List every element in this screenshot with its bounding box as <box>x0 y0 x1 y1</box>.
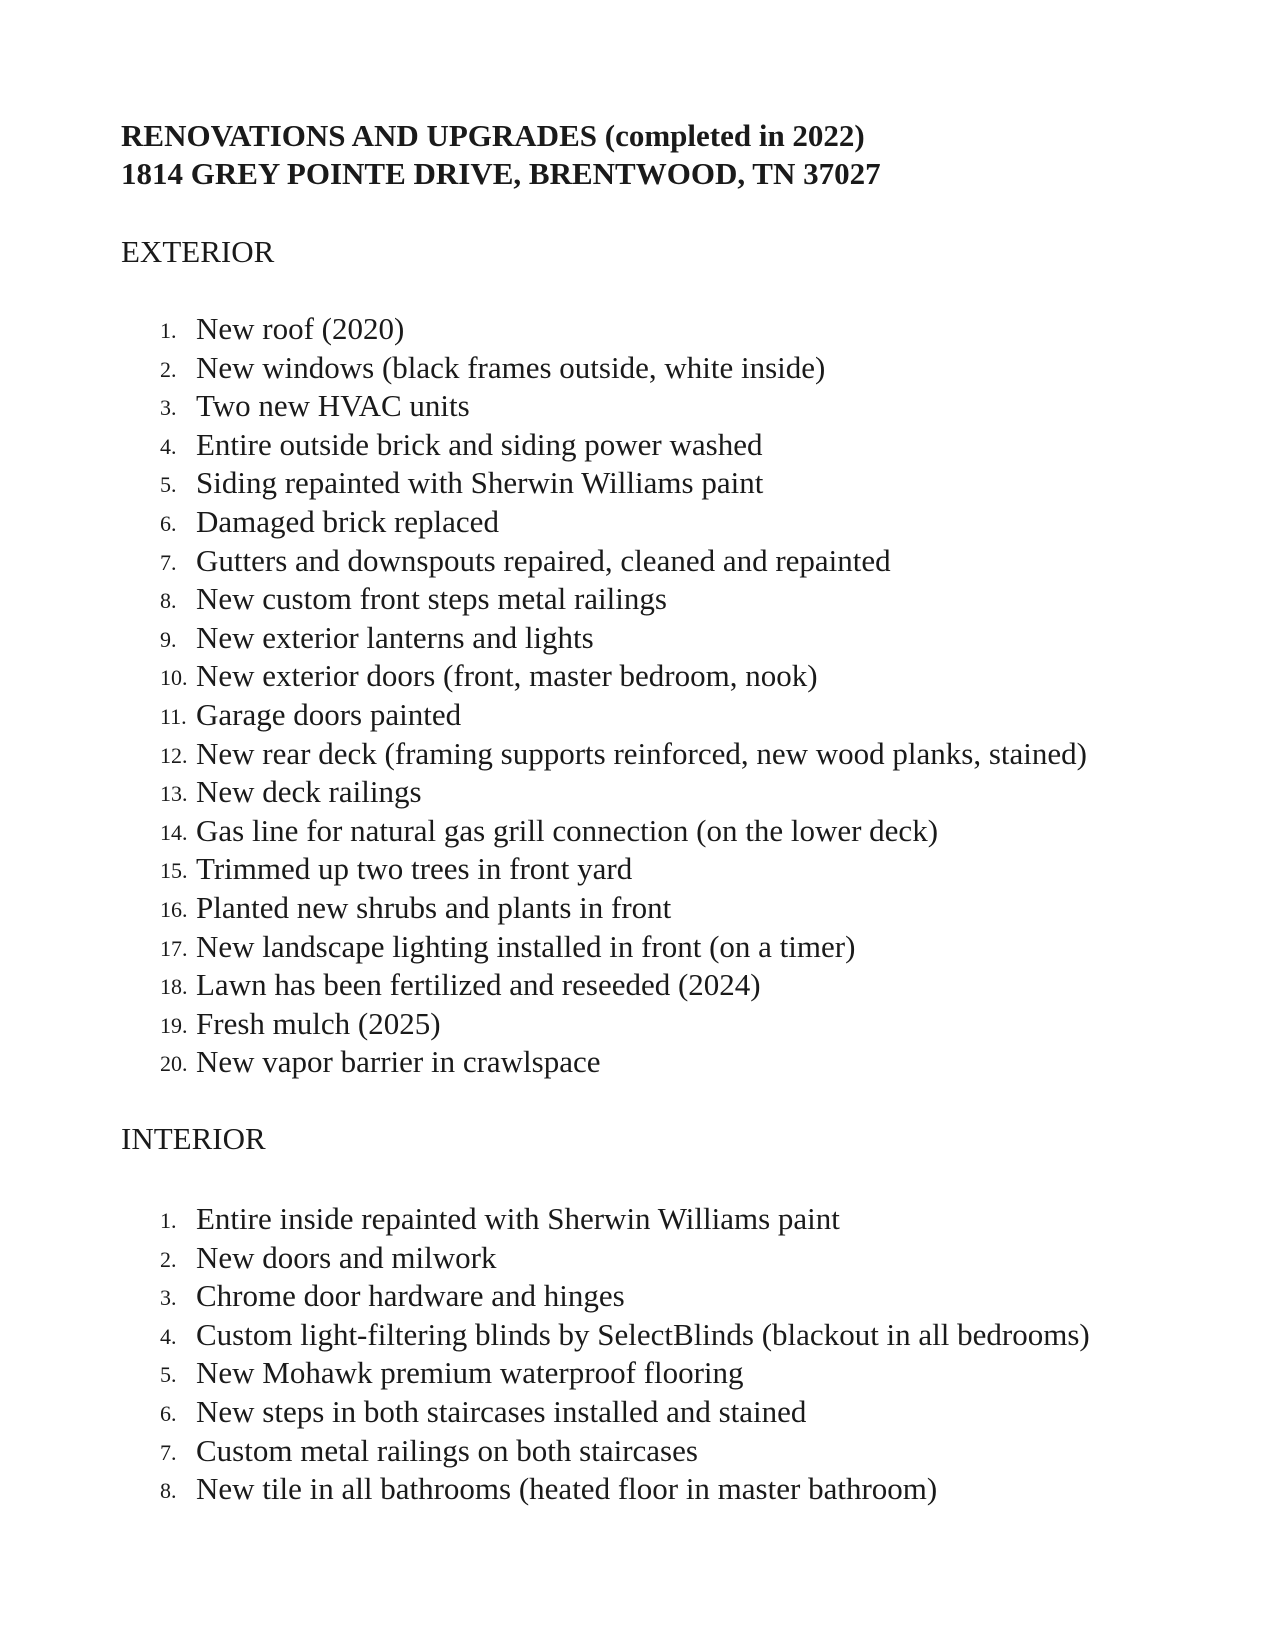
exterior-heading: EXTERIOR <box>121 234 275 269</box>
list-item-number: 6. <box>160 510 177 536</box>
list-item-number: 1. <box>160 1208 177 1233</box>
list-item <box>0 310 1284 349</box>
list-item <box>0 657 1284 696</box>
title-line-2: 1814 GREY POINTE DRIVE, BRENTWOOD, TN 37027 <box>121 156 881 191</box>
list-item-number: 4. <box>160 433 177 459</box>
list-item <box>0 812 1284 851</box>
list-item-text: New windows (black frames outside, white inside) <box>196 349 826 385</box>
list-item <box>0 619 1284 658</box>
list-item-text: Fresh mulch (2025) <box>196 1005 441 1041</box>
list-item <box>0 1393 1284 1432</box>
list-item <box>0 387 1284 426</box>
list-item-text: New exterior doors (front, master bedroom, nook) <box>196 658 818 694</box>
list-item <box>0 1354 1284 1393</box>
list-item <box>0 850 1284 889</box>
list-item-text: Siding repainted with Sherwin Williams paint <box>196 465 764 501</box>
list-item-text: New doors and milwork <box>196 1239 497 1275</box>
list-item <box>0 426 1284 465</box>
list-item-number: 11. <box>160 703 187 729</box>
list-item-text: Gas line for natural gas grill connection (on the lower deck) <box>196 812 939 848</box>
list-item-number: 15. <box>160 858 188 884</box>
list-item-text: New custom front steps metal railings <box>196 581 667 617</box>
title-line-1: RENOVATIONS AND UPGRADES (completed in 2022) <box>121 118 865 153</box>
list-item-number: 13. <box>160 781 188 807</box>
interior-heading: INTERIOR <box>121 1121 266 1156</box>
list-item-text: New landscape lighting installed in front (on a timer) <box>196 928 856 964</box>
list-item-number: 19. <box>160 1012 188 1038</box>
list-item-number: 8. <box>160 1478 177 1504</box>
list-item-text: Gutters and downspouts repaired, cleaned and repainted <box>196 542 891 578</box>
list-item-number: 7. <box>160 549 177 575</box>
list-item-number: 12. <box>160 742 188 768</box>
list-item <box>0 503 1284 542</box>
list-item-text: New exterior lanterns and lights <box>196 619 594 655</box>
list-item <box>0 1432 1284 1471</box>
document-title <box>121 117 881 193</box>
interior-list <box>0 1200 1284 1509</box>
list-item-text: New tile in all bathrooms (heated floor in master bathroom) <box>196 1471 938 1507</box>
list-item-text: Chrome door hardware and hinges <box>196 1278 625 1314</box>
list-item-number: 1. <box>160 318 177 343</box>
list-item-text: Custom metal railings on both staircases <box>196 1432 698 1468</box>
list-item-number: 2. <box>160 356 177 382</box>
list-item-number: 9. <box>160 626 177 652</box>
list-item-number: 5. <box>160 472 177 498</box>
list-item-number: 17. <box>160 935 188 961</box>
list-item-number: 4. <box>160 1323 177 1349</box>
list-item <box>0 1277 1284 1316</box>
list-item <box>0 464 1284 503</box>
list-item <box>0 542 1284 581</box>
list-item-text: Lawn has been fertilized and reseeded (2024) <box>196 967 761 1003</box>
list-item-text: New deck railings <box>196 774 422 810</box>
exterior-list <box>0 310 1284 1082</box>
list-item <box>0 1200 1284 1239</box>
list-item-number: 3. <box>160 1285 177 1311</box>
list-item-text: Damaged brick replaced <box>196 503 499 539</box>
list-item-number: 8. <box>160 588 177 614</box>
list-item-number: 3. <box>160 395 177 421</box>
list-item <box>0 735 1284 774</box>
list-item <box>0 1043 1284 1082</box>
list-item <box>0 1470 1284 1509</box>
list-item-number: 5. <box>160 1362 177 1388</box>
list-item-number: 20. <box>160 1051 188 1077</box>
list-item-text: Garage doors painted <box>196 696 462 732</box>
list-item-text: Trimmed up two trees in front yard <box>196 851 633 887</box>
list-item-number: 16. <box>160 896 188 922</box>
list-item-text: New rear deck (framing supports reinforced, new wood planks, stained) <box>196 735 1087 771</box>
list-item <box>0 889 1284 928</box>
list-item-text: New roof (2020) <box>196 311 405 346</box>
list-item-text: Entire inside repainted with Sherwin Williams paint <box>196 1201 840 1236</box>
list-item <box>0 966 1284 1005</box>
list-item-text: New steps in both staircases installed and stained <box>196 1393 807 1429</box>
list-item-number: 18. <box>160 974 188 1000</box>
list-item-number: 2. <box>160 1246 177 1272</box>
list-item-number: 14. <box>160 819 188 845</box>
list-item <box>0 928 1284 967</box>
list-item-text: Custom light-filtering blinds by SelectBlinds (blackout in all bedrooms) <box>196 1316 1090 1352</box>
list-item-number: 10. <box>160 665 188 691</box>
list-item <box>0 696 1284 735</box>
list-item <box>0 349 1284 388</box>
list-item-number: 6. <box>160 1400 177 1426</box>
list-item <box>0 1316 1284 1355</box>
list-item <box>0 580 1284 619</box>
list-item <box>0 1239 1284 1278</box>
list-item-text: Entire outside brick and siding power washed <box>196 426 763 462</box>
list-item-text: New Mohawk premium waterproof flooring <box>196 1355 744 1391</box>
list-item <box>0 1005 1284 1044</box>
list-item-number: 7. <box>160 1439 177 1465</box>
list-item-text: Planted new shrubs and plants in front <box>196 889 672 925</box>
list-item-text: Two new HVAC units <box>196 388 470 424</box>
list-item-text: New vapor barrier in crawlspace <box>196 1044 601 1080</box>
list-item <box>0 773 1284 812</box>
